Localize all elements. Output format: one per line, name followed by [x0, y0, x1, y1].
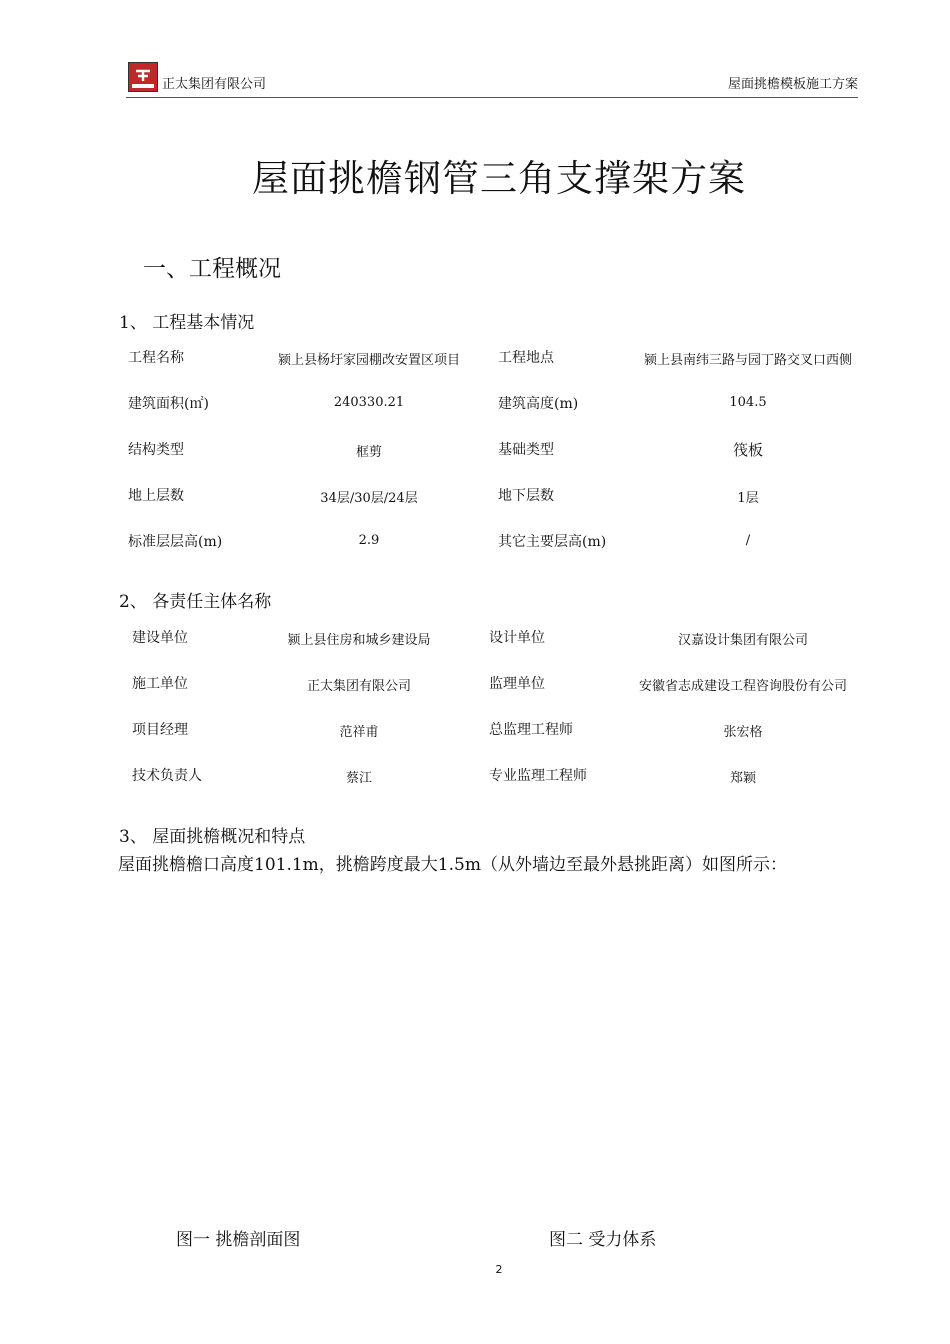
table-cell-label: 建筑高度(m) — [498, 396, 579, 412]
table-cell-value: 安徽省志成建设工程咨询股份有公司 — [638, 679, 848, 694]
table-cell-value: 筏板 — [732, 441, 764, 459]
table-cell-value: 颍上县杨圩家园棚改安置区项目 — [277, 353, 461, 368]
header-company: 正太集团有限公司 — [162, 77, 267, 92]
table-cell-value: 1层 — [737, 491, 759, 506]
table-cell-value: 张宏格 — [723, 725, 763, 740]
table-cell-value: / — [745, 533, 751, 548]
table-cell-value: 蔡江 — [345, 771, 373, 786]
figure-caption-2: 图二 受力体系 — [549, 1230, 657, 1250]
company-logo — [128, 62, 158, 92]
table-cell-label: 设计单位 — [489, 630, 545, 646]
table-cell-value: 正太集团有限公司 — [306, 679, 412, 694]
table-cell-value: 颍上县住房和城乡建设局 — [287, 633, 431, 648]
table-cell-label: 施工单位 — [132, 676, 188, 692]
table-cell-label: 地上层数 — [128, 488, 184, 504]
table-cell-label: 建筑面积(㎡) — [128, 396, 209, 412]
table-cell-label: 技术负责人 — [132, 768, 202, 784]
table-cell-value: 颍上县南纬三路与园丁路交叉口西侧 — [643, 353, 853, 368]
figure-caption-1: 图一 挑檐剖面图 — [176, 1230, 301, 1250]
table-cell-label: 地下层数 — [498, 488, 554, 504]
table-cell-label: 总监理工程师 — [489, 722, 573, 738]
table-cell-label: 项目经理 — [132, 722, 188, 738]
section-heading: 一、工程概况 — [143, 256, 281, 282]
table-cell-label: 监理单位 — [489, 676, 545, 692]
table-cell-value: 郑颖 — [729, 771, 757, 786]
table-cell-label: 建设单位 — [132, 630, 188, 646]
table-cell-label: 基础类型 — [498, 442, 554, 458]
table-cell-label: 标准层层高(m) — [128, 534, 223, 550]
table-cell-label: 其它主要层高(m) — [498, 534, 607, 550]
table-cell-label: 工程名称 — [128, 350, 184, 366]
page-title: 屋面挑檐钢管三角支撑架方案 — [252, 157, 746, 200]
table-cell-label: 专业监理工程师 — [489, 768, 587, 784]
table-cell-label: 结构类型 — [128, 442, 184, 458]
table-cell-label: 工程地点 — [498, 350, 554, 366]
table-cell-value: 范祥甫 — [339, 725, 379, 740]
subsection-heading-3: 3、 屋面挑檐概况和特点 — [119, 827, 306, 847]
subsection-heading-1: 1、 工程基本情况 — [119, 313, 255, 333]
table-cell-value: 104.5 — [729, 395, 767, 410]
table-cell-value: 240330.21 — [333, 395, 405, 410]
subsection-heading-2: 2、 各责任主体名称 — [119, 592, 272, 612]
header-doc-title: 屋面挑檐模板施工方案 — [727, 77, 858, 92]
table-cell-value: 2.9 — [358, 533, 380, 548]
table-cell-value: 汉嘉设计集团有限公司 — [677, 633, 809, 648]
page-number: 2 — [495, 1263, 503, 1276]
table-cell-value: 34层/30层/24层 — [320, 491, 418, 506]
table-cell-value: 框剪 — [355, 445, 383, 460]
eave-description: 屋面挑檐檐口高度101.1m，挑檐跨度最大1.5m（从外墙边至最外悬挑距离）如图所示： — [118, 855, 787, 875]
header-rule — [126, 97, 858, 98]
